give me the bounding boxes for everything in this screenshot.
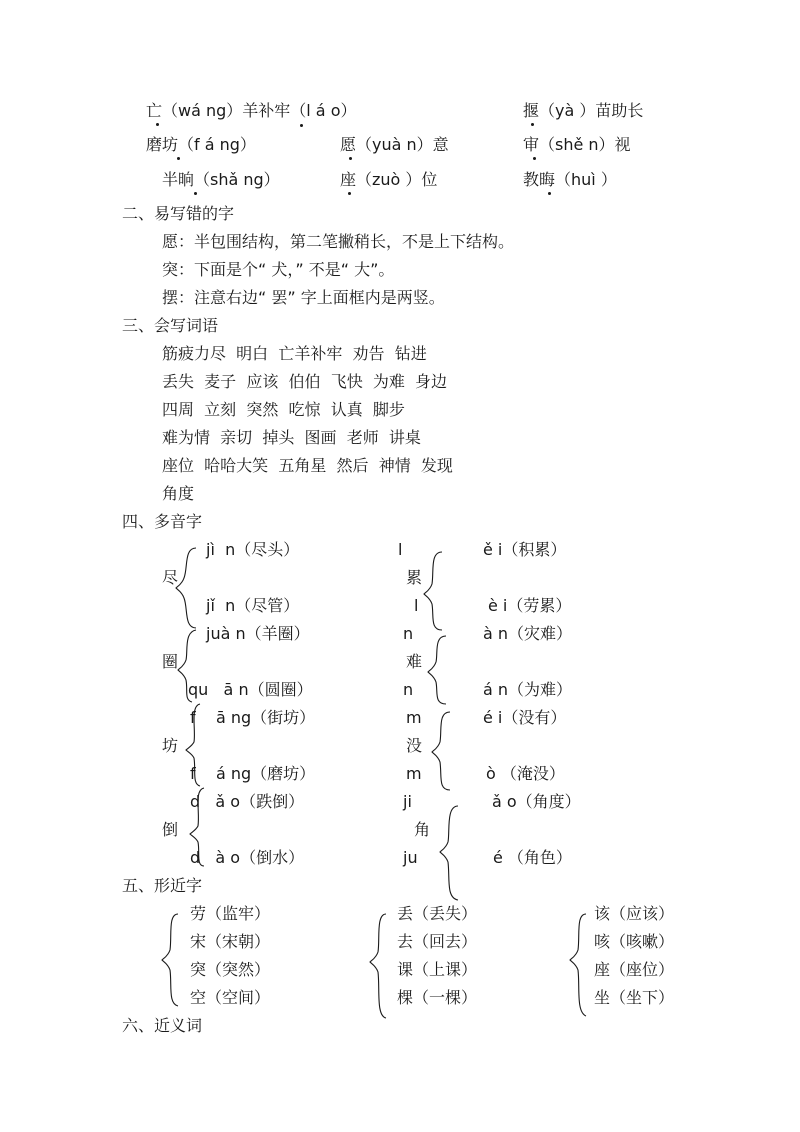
word-line: 丢失 麦子 应该 伯伯 飞快 为难 身边 (162, 372, 448, 391)
reading-bottom: d à o（倒水） (190, 848, 305, 867)
section-heading: 六、近义词 (122, 1016, 203, 1035)
similar-char-item: 咳（咳嗽） (594, 932, 675, 951)
note-line: 摆：注意右边“ 罢” 字上面框内是两竖。 (162, 288, 445, 307)
reading-top: d ǎ o（跌倒） (190, 792, 305, 811)
section-heading: 五、形近字 (122, 876, 203, 895)
pinyin-item: 座（zuò ）位 (340, 170, 438, 189)
reading-initial: n (403, 624, 414, 643)
section-heading: 二、易写错的字 (122, 204, 235, 223)
reading-initial: l (414, 596, 419, 615)
reading-top: é i（没有） (483, 708, 567, 727)
reading-bottom: f á ng（磨坊） (190, 764, 316, 783)
reading-top: ǎ o（角度） (492, 792, 581, 811)
word-line: 角度 (162, 484, 195, 503)
reading-top: jì n（尽头） (206, 540, 300, 559)
similar-char-item: 课（上课） (397, 960, 478, 979)
similar-char-item: 坐（坐下） (594, 988, 675, 1007)
similar-char-item: 突（突然） (190, 960, 271, 979)
section-heading: 四、多音字 (122, 512, 203, 531)
reading-top: ě i（积累） (483, 540, 567, 559)
reading-top: juà n（羊圈） (206, 624, 310, 643)
similar-char-item: 棵（一棵） (397, 988, 478, 1007)
pinyin-item: 揠（yà ）苗助长 (523, 101, 644, 120)
polyphone-char: 难 (406, 652, 423, 671)
reading-initial: ji (403, 792, 412, 811)
pinyin-item: 磨坊（f á ng） (146, 135, 256, 154)
word-line: 座位 哈哈大笑 五角星 然后 神情 发现 (162, 456, 453, 475)
reading-bottom: é （角色） (493, 848, 572, 867)
polyphone-char: 倒 (162, 820, 179, 839)
polyphone-char: 角 (414, 820, 431, 839)
similar-char-item: 丢（丢失） (397, 904, 478, 923)
word-line: 四周 立刻 突然 吃惊 认真 脚步 (162, 400, 405, 419)
polyphone-char: 没 (406, 736, 423, 755)
section-heading: 三、会写词语 (122, 316, 219, 335)
similar-char-item: 座（座位） (594, 960, 675, 979)
reading-top: f ā ng（街坊） (190, 708, 316, 727)
pinyin-item: 半晌（shǎ ng） (162, 170, 280, 189)
polyphone-char: 圈 (162, 652, 179, 671)
pinyin-item: 亡（wá ng）羊补牢（l á o） (146, 101, 357, 120)
reading-initial: ju (403, 848, 418, 867)
similar-char-item: 空（空间） (190, 988, 271, 1007)
similar-char-item: 去（回去） (397, 932, 478, 951)
pinyin-item: 审（shě n）视 (523, 135, 631, 154)
reading-initial: n (403, 680, 414, 699)
word-line: 难为情 亲切 掉头 图画 老师 讲桌 (162, 428, 421, 447)
note-line: 愿：半包围结构，第二笔撇稍长，不是上下结构。 (162, 232, 515, 251)
reading-initial: m (406, 764, 422, 783)
note-line: 突：下面是个“ 犬，” 不是“ 大”。 (162, 260, 395, 279)
reading-bottom: jǐ n（尽管） (206, 596, 300, 615)
reading-initial: m (406, 708, 422, 727)
reading-bottom: qu ā n（圆圈） (188, 680, 313, 699)
similar-char-item: 该（应该） (594, 904, 675, 923)
polyphone-char: 坊 (162, 736, 179, 755)
reading-bottom: è i（劳累） (488, 596, 572, 615)
pinyin-item: 教晦（huì ） (523, 170, 617, 189)
similar-char-item: 劳（监牢） (190, 904, 271, 923)
similar-char-item: 宋（宋朝） (190, 932, 271, 951)
polyphone-char: 尽 (162, 568, 179, 587)
word-line: 筋疲力尽 明白 亡羊补牢 劝告 钻进 (162, 344, 427, 363)
reading-bottom: ò （淹没） (486, 764, 565, 783)
reading-bottom: á n（为难） (483, 680, 573, 699)
reading-top: à n（灾难） (483, 624, 573, 643)
pinyin-item: 愿（yuà n）意 (340, 135, 449, 154)
reading-initial: l (398, 540, 403, 559)
polyphone-char: 累 (406, 568, 423, 587)
